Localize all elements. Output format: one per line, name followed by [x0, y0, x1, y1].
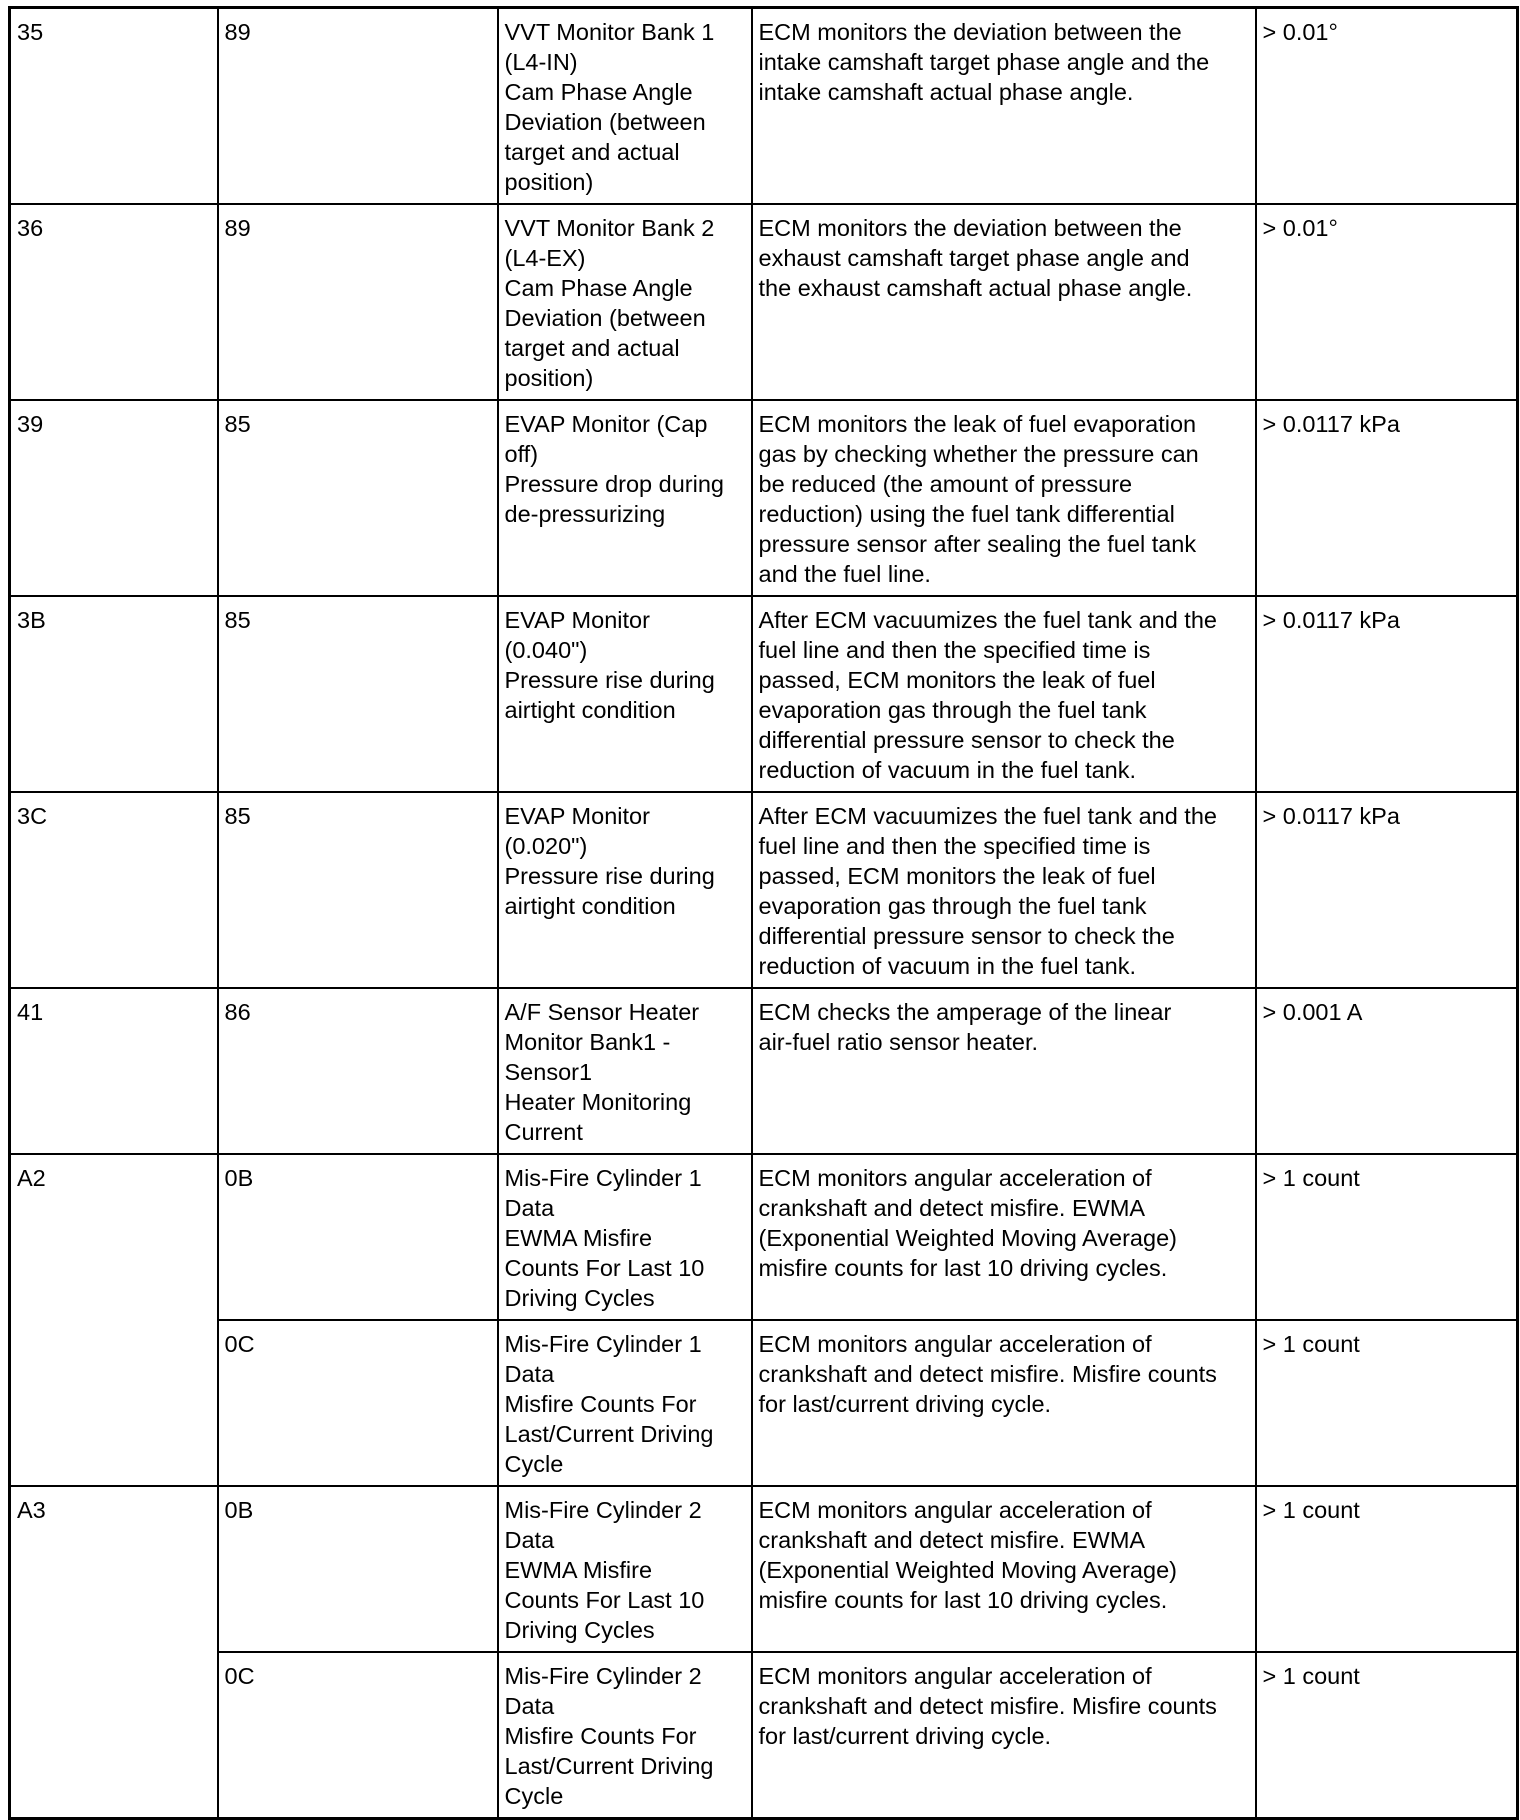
unit-cell: > 1 count [1256, 1320, 1518, 1486]
monitor-name-line: Cycle [504, 1451, 564, 1477]
table-row [10, 1486, 1518, 1652]
monitor-name-line: Misfire Counts For [504, 1723, 697, 1749]
unit-cell: > 1 count [1256, 1486, 1518, 1652]
unit-cell: > 0.001 A [1256, 988, 1518, 1154]
description-line: and the fuel line. [758, 561, 931, 587]
monitor-name-cell [498, 792, 752, 988]
monitor-name-cell [498, 1154, 752, 1320]
tid-cell: 89 [218, 8, 498, 205]
monitor-name-line: Counts For Last 10 [504, 1587, 705, 1613]
monitor-name-line: Mis-Fire Cylinder 1 [504, 1331, 702, 1357]
monitor-name-line: Cam Phase Angle [504, 275, 693, 301]
monitor-name-line: position) [504, 169, 594, 195]
unit-cell: > 0.01° [1256, 8, 1518, 205]
table-row [10, 988, 1518, 1154]
description-line: ECM monitors angular acceleration of [758, 1663, 1152, 1689]
monitor-name-line: Data [504, 1693, 555, 1719]
monitor-name-cell [498, 1652, 752, 1819]
description-cell [752, 988, 1256, 1154]
description-line: intake camshaft target phase angle and the [758, 49, 1210, 75]
table-row [10, 1154, 1518, 1320]
description-line: for last/current driving cycle. [758, 1391, 1052, 1417]
description-line: passed, ECM monitors the leak of fuel [758, 863, 1156, 889]
monitor-name-line: A/F Sensor Heater [504, 999, 700, 1025]
description-cell [752, 8, 1256, 205]
tid-cell: 86 [218, 988, 498, 1154]
unit-cell: > 0.0117 kPa [1256, 596, 1518, 792]
monitor-name-line: Driving Cycles [504, 1617, 655, 1643]
monitor-name-line: Mis-Fire Cylinder 2 [504, 1663, 702, 1689]
unit-cell: > 0.0117 kPa [1256, 400, 1518, 596]
tid-cell: 85 [218, 792, 498, 988]
monitor-name-line: Last/Current Driving [504, 1753, 714, 1779]
monitor-name-cell [498, 596, 752, 792]
unit-cell: > 0.01° [1256, 204, 1518, 400]
description-line: crankshaft and detect misfire. EWMA [758, 1195, 1146, 1221]
table-row [10, 400, 1518, 596]
description-line: ECM checks the amperage of the linear [758, 999, 1172, 1025]
monitor-name-line: EWMA Misfire [504, 1225, 653, 1251]
table-row [10, 596, 1518, 792]
description-line: misfire counts for last 10 driving cycles. [758, 1255, 1168, 1281]
description-line: pressure sensor after sealing the fuel tank [758, 531, 1197, 557]
description-line: passed, ECM monitors the leak of fuel [758, 667, 1156, 693]
monitor-name-cell [498, 8, 752, 205]
monitor-name-line: off) [504, 441, 539, 467]
monitor-name-line: de-pressurizing [504, 501, 666, 527]
monitor-name-line: airtight condition [504, 893, 676, 919]
monitor-name-line: Monitor Bank1 - [504, 1029, 671, 1055]
monitor-name-line: VVT Monitor Bank 2 [504, 215, 715, 241]
description-line: exhaust camshaft target phase angle and [758, 245, 1190, 271]
tid-cell: 0C [218, 1320, 498, 1486]
monitor-name-line: Pressure drop during [504, 471, 724, 497]
monitor-name-line: EVAP Monitor [504, 607, 650, 633]
description-line: After ECM vacuumizes the fuel tank and the [758, 803, 1217, 829]
mid-cell: 35 [10, 8, 218, 205]
monitor-name-line: airtight condition [504, 697, 676, 723]
monitor-result-table [8, 6, 1519, 1820]
monitor-name-line: Current [504, 1119, 583, 1145]
description-line: After ECM vacuumizes the fuel tank and the [758, 607, 1217, 633]
monitor-name-line: position) [504, 365, 594, 391]
monitor-name-cell [498, 400, 752, 596]
mid-cell: A3 [10, 1486, 218, 1819]
monitor-name-line: Sensor1 [504, 1059, 593, 1085]
tid-cell: 85 [218, 596, 498, 792]
monitor-name-line: (L4-EX) [504, 245, 586, 271]
description-line: for last/current driving cycle. [758, 1723, 1052, 1749]
description-line: differential pressure sensor to check the [758, 923, 1175, 949]
monitor-name-cell [498, 1486, 752, 1652]
monitor-name-line: Deviation (between [504, 305, 706, 331]
table-row [10, 1320, 1518, 1486]
document-page [8, 6, 1516, 1820]
table-row [10, 792, 1518, 988]
monitor-name-line: EVAP Monitor [504, 803, 650, 829]
description-line: misfire counts for last 10 driving cycles. [758, 1587, 1168, 1613]
tid-cell: 0C [218, 1652, 498, 1819]
description-cell [752, 1320, 1256, 1486]
monitor-name-line: Misfire Counts For [504, 1391, 697, 1417]
tid-cell: 85 [218, 400, 498, 596]
description-line: differential pressure sensor to check the [758, 727, 1175, 753]
description-line: be reduced (the amount of pressure [758, 471, 1133, 497]
description-line: evaporation gas through the fuel tank [758, 893, 1147, 919]
description-line: evaporation gas through the fuel tank [758, 697, 1147, 723]
description-line: ECM monitors the leak of fuel evaporation [758, 411, 1197, 437]
description-cell [752, 1652, 1256, 1819]
monitor-name-line: Data [504, 1195, 555, 1221]
monitor-name-line: Heater Monitoring [504, 1089, 692, 1115]
mid-cell: 36 [10, 204, 218, 400]
mid-cell: 3C [10, 792, 218, 988]
monitor-name-line: target and actual [504, 139, 680, 165]
description-line: fuel line and then the specified time is [758, 833, 1151, 859]
monitor-name-cell [498, 204, 752, 400]
monitor-name-line: Data [504, 1527, 555, 1553]
description-line: ECM monitors angular acceleration of [758, 1165, 1152, 1191]
description-line: intake camshaft actual phase angle. [758, 79, 1134, 105]
monitor-name-line: (0.040") [504, 637, 588, 663]
monitor-name-line: VVT Monitor Bank 1 [504, 19, 715, 45]
tid-cell: 89 [218, 204, 498, 400]
unit-cell: > 1 count [1256, 1154, 1518, 1320]
table-body [10, 8, 1518, 1819]
description-line: (Exponential Weighted Moving Average) [758, 1557, 1177, 1583]
mid-cell: 39 [10, 400, 218, 596]
tid-cell: 0B [218, 1154, 498, 1320]
monitor-name-line: Cam Phase Angle [504, 79, 693, 105]
description-line: reduction of vacuum in the fuel tank. [758, 953, 1137, 979]
description-line: fuel line and then the specified time is [758, 637, 1151, 663]
monitor-name-line: Last/Current Driving [504, 1421, 714, 1447]
monitor-name-line: Deviation (between [504, 109, 706, 135]
monitor-name-line: (0.020") [504, 833, 588, 859]
mid-cell: 3B [10, 596, 218, 792]
monitor-name-line: Data [504, 1361, 555, 1387]
monitor-name-line: target and actual [504, 335, 680, 361]
mid-cell: A2 [10, 1154, 218, 1486]
mid-cell: 41 [10, 988, 218, 1154]
table-row [10, 204, 1518, 400]
description-cell [752, 792, 1256, 988]
table-row [10, 1652, 1518, 1819]
monitor-name-line: EVAP Monitor (Cap [504, 411, 708, 437]
table-row [10, 8, 1518, 205]
monitor-name-line: Counts For Last 10 [504, 1255, 705, 1281]
unit-cell: > 1 count [1256, 1652, 1518, 1819]
monitor-name-line: (L4-IN) [504, 49, 578, 75]
monitor-name-line: Mis-Fire Cylinder 2 [504, 1497, 702, 1523]
description-cell [752, 1154, 1256, 1320]
monitor-name-line: Driving Cycles [504, 1285, 655, 1311]
monitor-name-line: Pressure rise during [504, 863, 715, 889]
description-line: (Exponential Weighted Moving Average) [758, 1225, 1177, 1251]
description-line: ECM monitors the deviation between the [758, 19, 1182, 45]
description-line: crankshaft and detect misfire. Misfire counts [758, 1693, 1217, 1719]
monitor-name-line: Mis-Fire Cylinder 1 [504, 1165, 702, 1191]
monitor-name-cell [498, 988, 752, 1154]
tid-cell: 0B [218, 1486, 498, 1652]
description-line: the exhaust camshaft actual phase angle. [758, 275, 1193, 301]
monitor-name-line: Cycle [504, 1783, 564, 1809]
unit-cell: > 0.0117 kPa [1256, 792, 1518, 988]
description-line: ECM monitors angular acceleration of [758, 1331, 1152, 1357]
description-line: crankshaft and detect misfire. EWMA [758, 1527, 1146, 1553]
description-line: air-fuel ratio sensor heater. [758, 1029, 1039, 1055]
monitor-name-line: Pressure rise during [504, 667, 715, 693]
description-cell [752, 400, 1256, 596]
monitor-name-line: EWMA Misfire [504, 1557, 653, 1583]
monitor-name-cell [498, 1320, 752, 1486]
description-line: reduction) using the fuel tank differential [758, 501, 1175, 527]
description-line: gas by checking whether the pressure can [758, 441, 1199, 467]
description-line: ECM monitors angular acceleration of [758, 1497, 1152, 1523]
description-line: crankshaft and detect misfire. Misfire counts [758, 1361, 1217, 1387]
description-cell [752, 596, 1256, 792]
description-line: ECM monitors the deviation between the [758, 215, 1182, 241]
description-line: reduction of vacuum in the fuel tank. [758, 757, 1137, 783]
description-cell [752, 1486, 1256, 1652]
description-cell [752, 204, 1256, 400]
